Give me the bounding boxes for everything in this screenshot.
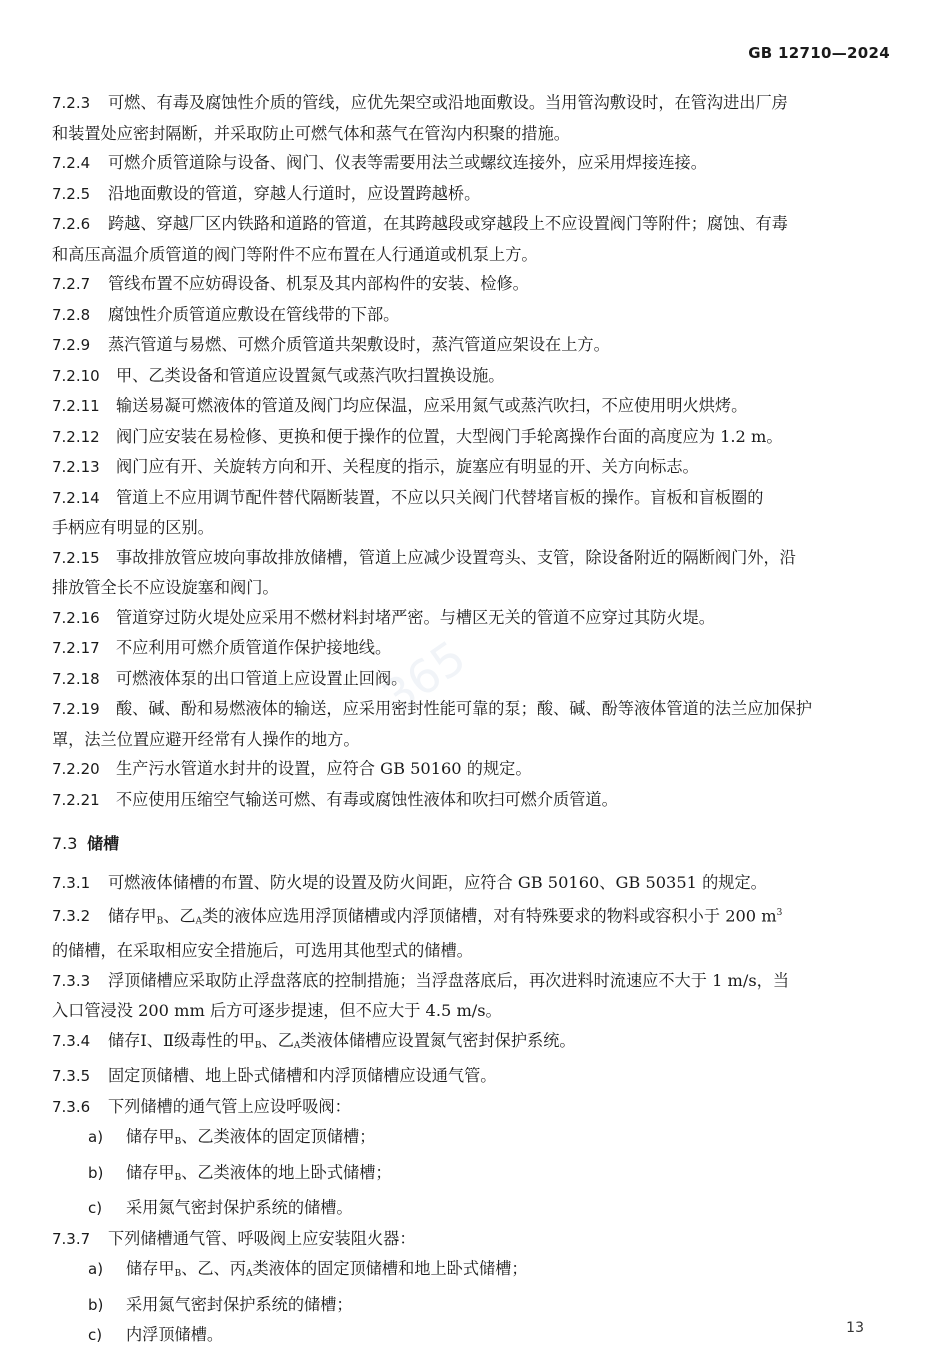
list-marker: a) (88, 1260, 104, 1279)
clause (52, 361, 890, 392)
clause-text: 和高压高温介质管道的阀门等附件不应布置在人行通道或机泵上方。 (52, 244, 538, 264)
clause-text-part: 、乙 (163, 905, 196, 925)
list-item (52, 1122, 890, 1158)
list-text: 内浮顶储槽。 (126, 1325, 224, 1345)
clause-text: 沿地面敷设的管道，穿越人行道时，应设置跨越桥。 (108, 183, 481, 203)
clause-text: 生产污水管道水封井的设置，应符合 GB 50160 的规定。 (116, 759, 532, 778)
list-text: 、乙、丙 (181, 1259, 246, 1279)
list-item (52, 1320, 890, 1351)
clause-number: 7.2.9 (52, 336, 91, 354)
clause-text: 固定顶储槽、地上卧式储槽和内浮顶储槽应设通气管。 (108, 1066, 497, 1086)
clause-continued (52, 573, 890, 603)
list-item (52, 1290, 890, 1321)
list-item (52, 1193, 890, 1224)
list-text: 储存甲 (126, 1162, 175, 1182)
clause-number: 7.2.13 (52, 458, 100, 476)
list-item (52, 1254, 890, 1290)
clause-text: 和装置处应密封隔断，并采取防止可燃气体和蒸气在管沟内积聚的措施。 (52, 123, 570, 143)
clause-text: 蒸汽管道与易燃、可燃介质管道共架敷设时，蒸汽管道应架设在上方。 (108, 335, 610, 354)
standard-code: GB 12710—2024 (748, 44, 890, 62)
section-heading (52, 831, 890, 854)
clause-text: 腐蚀性介质管道应敷设在管线带的下部。 (108, 304, 400, 324)
subscript: B (156, 915, 164, 926)
clause-number: 7.3.2 (52, 906, 91, 925)
clause-number: 7.3.1 (52, 874, 91, 892)
list-marker: c) (88, 1199, 103, 1218)
subscript: A (245, 1269, 253, 1280)
list-text: 、乙类液体的固定顶储槽； (181, 1127, 376, 1147)
clause (52, 88, 890, 119)
clause (52, 483, 890, 514)
clause (52, 422, 890, 453)
list-item (52, 1158, 890, 1194)
clause-text: 阀门应安装在易检修、更换和便于操作的位置，大型阀门手轮离操作台面的高度应为 1.2 m。 (116, 426, 783, 446)
clause (52, 543, 890, 574)
subscript: B (174, 1269, 182, 1280)
clause (52, 300, 890, 331)
clause-text-part: 类的液体应选用浮顶储槽或内浮顶储槽，对有特殊要求的物料或容积小于 200 m (202, 905, 777, 925)
clause-text: 事故排放管应坡向事故排放储槽，管道上应减少设置弯头、支管，除设备附近的隔断阀门外，沿 (116, 547, 796, 567)
clause-text: 不应使用压缩空气输送可燃、有毒或腐蚀性液体和吹扫可燃介质管道。 (116, 789, 618, 809)
clause-number: 7.2.11 (52, 397, 100, 415)
clause-text-part: 、乙 (261, 1030, 294, 1050)
clause-text: 下列储槽的通气管上应设呼吸阀： (108, 1096, 351, 1116)
clause-text: 可燃介质管道除与设备、阀门、仪表等需要用法兰或螺纹连接外，应采用焊接连接。 (108, 153, 707, 172)
subscript: B (254, 1040, 262, 1051)
clause-number: 7.3.3 (52, 971, 91, 990)
subscript: B (174, 1172, 182, 1183)
clause-text: 的储槽，在采取相应安全措施后，可选用其他型式的储槽。 (52, 941, 473, 961)
clause-continued (52, 513, 890, 543)
clause-7-3-2 (52, 899, 890, 937)
clause-number: 7.2.17 (52, 639, 100, 657)
list-text: 、乙类液体的地上卧式储槽； (181, 1162, 392, 1182)
clause-text: 输送易凝可燃液体的管道及阀门均应保温，应采用氮气或蒸汽吹扫，不应使用明火烘烤。 (116, 396, 748, 415)
clause (52, 633, 890, 664)
clause-text: 可燃、有毒及腐蚀性介质的管线，应优先架空或沿地面敷设。当用管沟敷设时，在管沟进出厂房 (108, 93, 788, 112)
clause (52, 664, 890, 695)
list-text: 储存甲 (126, 1127, 175, 1147)
clause-number: 7.2.21 (52, 790, 100, 809)
list-marker: c) (88, 1326, 103, 1345)
watermark: 365 (372, 629, 476, 725)
clause-7-3-5 (52, 1061, 890, 1092)
section-number: 7.3 (52, 834, 78, 853)
clause (52, 391, 890, 422)
list-text: 采用氮气密封保护系统的储槽； (126, 1294, 353, 1314)
clause-number: 7.2.6 (52, 215, 91, 233)
clause-text: 甲、乙类设备和管道应设置氮气或蒸汽吹扫置换设施。 (116, 365, 505, 385)
clause-number: 7.2.18 (52, 669, 100, 688)
clause-number: 7.3.6 (52, 1097, 91, 1116)
clause (52, 330, 890, 361)
clause-text: 排放管全长不应设旋塞和阀门。 (52, 578, 279, 597)
clause-text: 不应利用可燃介质管道作保护接地线。 (116, 638, 392, 657)
list-text: 采用氮气密封保护系统的储槽。 (126, 1198, 353, 1218)
clause-7-3-2-continued (52, 936, 890, 966)
clause-number: 7.2.15 (52, 548, 100, 567)
clause-text: 手柄应有明显的区别。 (52, 518, 214, 537)
clause-number: 7.2.10 (52, 366, 100, 385)
clause-text: 酸、碱、酚和易燃液体的输送，应采用密封性能可靠的泵；酸、碱、酚等液体管道的法兰应加保护 (116, 699, 813, 718)
list-marker: b) (88, 1295, 104, 1314)
clause-7-3-7 (52, 1224, 890, 1255)
clause-text: 管道穿过防火堤处应采用不燃材料封堵严密。与槽区无关的管道不应穿过其防火堤。 (116, 607, 715, 627)
subscript: A (293, 1040, 301, 1051)
clause-text: 管道上不应用调节配件替代隔断装置，不应以只关阀门代替堵盲板的操作。盲板和盲板圈的 (116, 487, 764, 507)
clause-text: 管线布置不应妨碍设备、机泵及其内部构件的安装、检修。 (108, 274, 529, 293)
clause-number: 7.2.16 (52, 608, 100, 627)
clause-text: 跨越、穿越厂区内铁路和道路的管道，在其跨越段或穿越段上不应设置阀门等附件；腐蚀、有毒 (108, 214, 788, 233)
clause-text-part: 储存Ⅰ、Ⅱ级毒性的甲 (108, 1030, 255, 1050)
clause-number: 7.3.5 (52, 1067, 91, 1086)
clause (52, 148, 890, 179)
list-marker: a) (88, 1128, 104, 1147)
clause (52, 179, 890, 210)
clause-7-3-1 (52, 868, 890, 899)
clause-text: 罩，法兰位置应避开经常有人操作的地方。 (52, 729, 360, 749)
clause (52, 754, 890, 785)
clause-continued (52, 240, 890, 270)
subscript: A (195, 915, 203, 926)
list-text: 储存甲 (126, 1259, 175, 1279)
clause-continued (52, 119, 890, 149)
list-marker: b) (88, 1163, 104, 1182)
clause-text: 可燃液体泵的出口管道上应设置止回阀。 (116, 668, 408, 688)
section-title: 储槽 (87, 834, 120, 853)
clause-text: 浮顶储槽应采取防止浮盘落底的控制措施；当浮盘落底后，再次进料时流速应不大于 1 m/s，当 (108, 970, 790, 990)
clause-number: 7.2.12 (52, 427, 100, 446)
clause-7-3-6 (52, 1092, 890, 1123)
clause-number: 7.2.3 (52, 94, 91, 112)
clause-text-part: 储存甲 (108, 905, 157, 925)
clause-number: 7.2.19 (52, 700, 100, 718)
clause-number: 7.2.8 (52, 305, 91, 324)
clause (52, 452, 890, 483)
clause-7-3-3-continued (52, 996, 890, 1026)
clause (52, 209, 890, 240)
subscript: B (174, 1137, 182, 1148)
clause-text: 入口管浸没 200 mm 后方可逐步提速，但不应大于 4.5 m/s。 (52, 1001, 502, 1021)
clause-number: 7.3.7 (52, 1229, 91, 1248)
clause-text: 阀门应有开、关旋转方向和开、关程度的指示，旋塞应有明显的开、关方向标志。 (116, 457, 699, 476)
clause-continued (52, 725, 890, 755)
document-body (52, 88, 890, 1351)
list-text: 类液体的固定顶储槽和地上卧式储槽； (252, 1259, 528, 1279)
clause-text: 下列储槽通气管、呼吸阀上应安装阻火器： (108, 1228, 416, 1248)
superscript: 3 (776, 907, 783, 918)
clause-number: 7.2.5 (52, 184, 91, 203)
clause-list-7-2 (52, 88, 890, 815)
clause (52, 603, 890, 634)
clause-7-3-3 (52, 966, 890, 997)
clause (52, 694, 890, 725)
page-number: 13 (846, 1320, 864, 1336)
clause-number: 7.3.4 (52, 1031, 91, 1050)
clause-7-3-4 (52, 1026, 890, 1062)
clause-number: 7.2.7 (52, 275, 91, 293)
clause-number: 7.2.20 (52, 760, 100, 778)
clause (52, 269, 890, 300)
clause-number: 7.2.4 (52, 154, 91, 172)
clause-text-part: 类液体储槽应设置氮气密封保护系统。 (300, 1030, 576, 1050)
clause-text: 可燃液体储槽的布置、防火堤的设置及防火间距，应符合 GB 50160、GB 50351 的规定。 (108, 873, 767, 892)
clause-number: 7.2.14 (52, 488, 100, 507)
clause (52, 785, 890, 816)
